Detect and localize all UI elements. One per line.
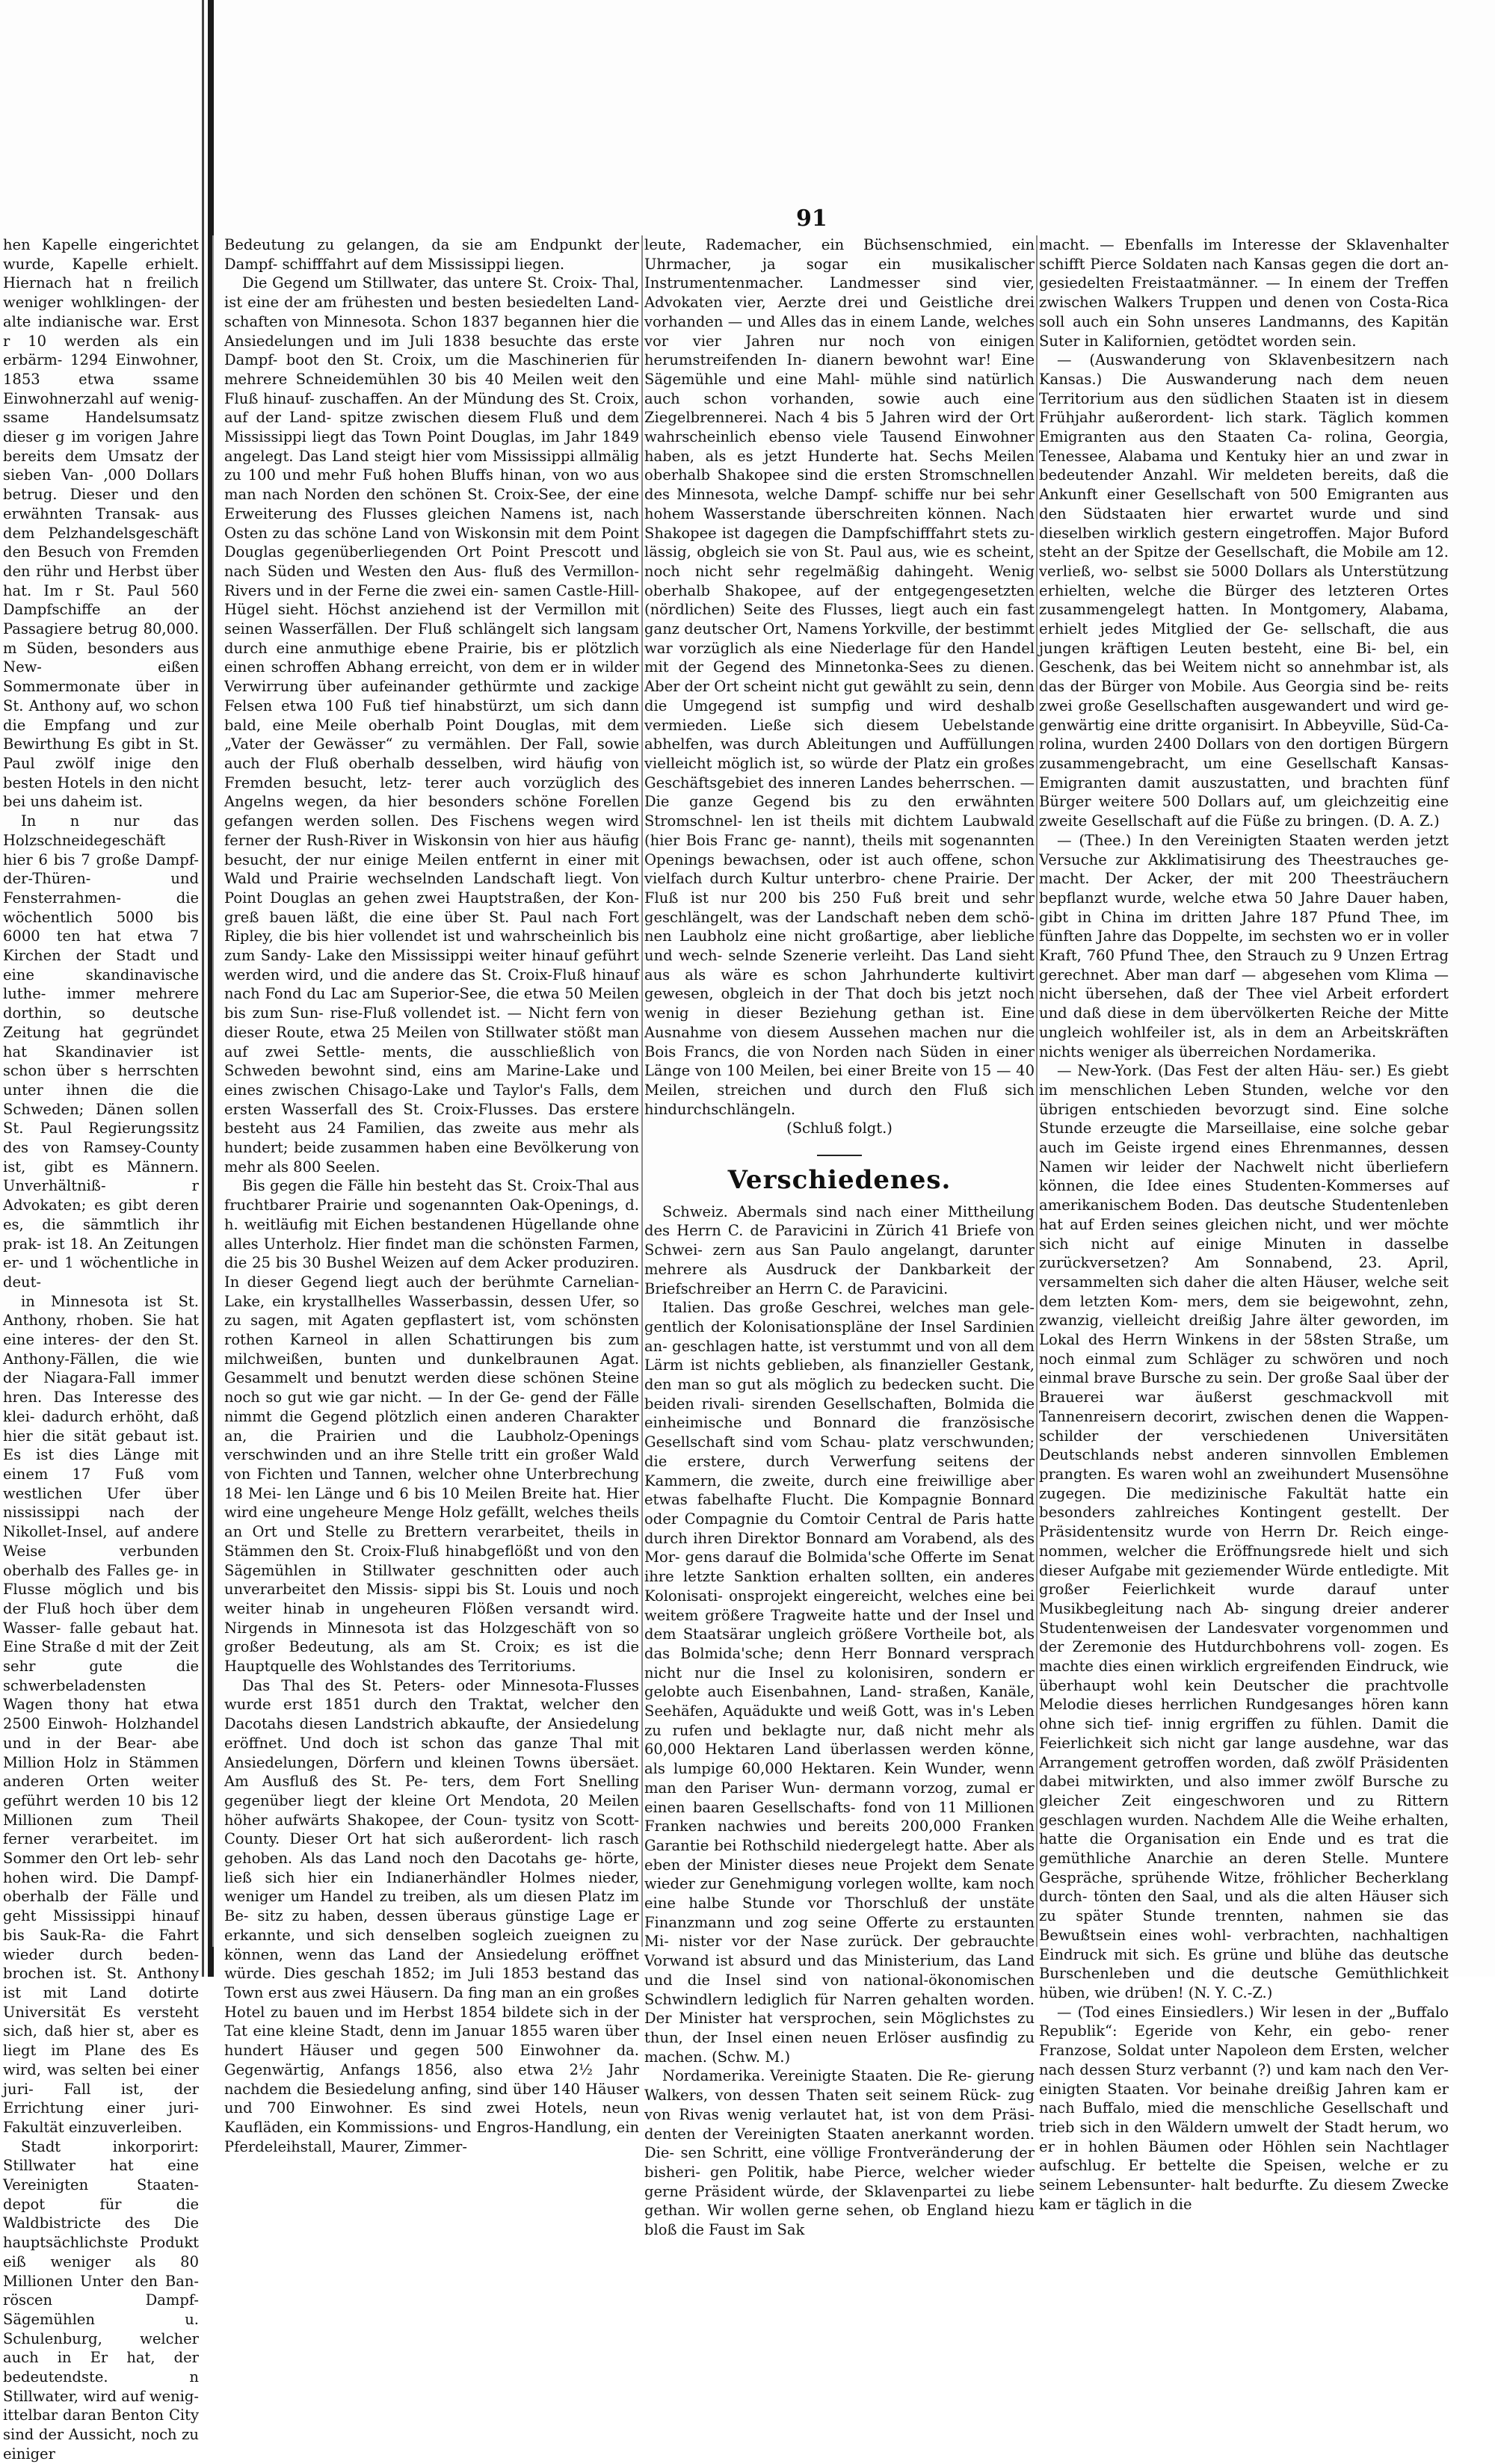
paragraph: macht. — Ebenfalls im Interesse der Sklavenhalter schifft Pierce Soldaten nach Kansas gegen die dort an- gesiedelten Freistaatmänner. — In einem der Treffen zwischen Walkers Truppen und denen von Costa-Rica soll auch ein Sohn unseres Landmanns, des Kapitän Suter in Kalifornien, getödtet worden sein. <box>1039 236 1449 350</box>
paragraph: hen Kapelle eingerichtet wurde, Kapelle erhielt. Hiernach hat n freilich weniger wohlklingen- der alte indianische war. Erst r 10 werden als ein erbärm- 1294 Einwohner, 1853 etwa ssame Einwohnerzahl auf wenig- ssame Handelsumsatz dieser g im vorigen Jahre bereits dem Umsatz der sieben Van- ,000 Dollars betrug. Dieser und den erwähnten Transak- aus dem Pelzhandelsgeschäft den Besuch von Fremden den rühr und Herbst über hat. Im r St. Paul 560 Dampfschiffe an der Passagiere betrug 80,000. m Süden, besonders aus New- eißen Sommermonate über in St. Anthony auf, wo schon die Empfang und zur Bewirthung Es gibt in St. Paul zwölf inige den besten Hotels in den nicht bei uns daheim ist. <box>3 236 199 811</box>
page-number: 91 <box>796 206 827 232</box>
paragraph: — (Auswanderung von Sklavenbesitzern nach Kansas.) Die Auswanderung nach dem neuen Territorium aus den südlichen Staaten ist in diesem Frühjahr außerordent- lich stark. Täglich kommen Emigranten aus den Staaten Ca- rolina, Georgia, Tenessee, Alabama und Kentuky hier an und zwar in bedeutender Anzahl. Wir meldeten bereits, daß die Ankunft einer Gesellschaft von 500 Emigranten aus den Südstaaten hier erwartet wurde und sind dieselben wirklich gestern eingetroffen. Major Buford steht an der Spitze der Gesellschaft, die Mobile am 12. verließ, wo- selbst sie 5000 Dollars als Unterstützung erhielten, welche die Bürger des letzteren Ortes zusammengelegt hatten. In Montgomery, Alabama, erhielt jedes Mitglied der Ge- sellschaft, die aus jungen kräftigen Leuten besteht, eine Bi- bel, ein Geschenk, das bei Weitem nicht so annehmbar ist, als das der Bürger von Mobile. Aus Georgia sind be- reits zwei große Gesellschaften ausgewandert und wird ge- genwärtig eine dritte organisirt. In Abbeyville, Süd-Ca- rolina, wurden 2400 Dollars von den dortigen Bürgern zusammengebracht, um eine Gesellschaft Kansas-Emigranten damit auszustatten, und brachten fünf Bürger weitere 500 Dollars auf, um gleichzeitig eine zweite Gesellschaft auf die Füße zu bringen. (D. A. Z.) <box>1039 351 1449 830</box>
paragraph: — (Thee.) In den Vereinigten Staaten werden jetzt Versuche zur Akklimatisirung des Theestrauches ge- macht. Der Acker, der mit 200 Theesträuchern bepflanzt wurde, welche etwa 50 Jahre Dauer haben, gibt in China im dritten Jahre 187 Pfund Thee, im fünften Jahre das Doppelte, im sechsten wo er in voller Kraft, 760 Pfund Thee, den Strauch zu 9 Unzen Ertrag gerechnet. Aber man darf — abgesehen vom Klima — nicht übersehen, daß der Thee viel Arbeit erfordert und daß diese in dem übervölkerten Reiche der Mitte ungleich wohlfeiler ist, als in dem an Arbeitskräften nichts weniger als überreichen Nordamerika. <box>1039 831 1449 1060</box>
paragraph: — New-York. (Das Fest der alten Häu- ser.) Es giebt im menschlichen Leben Stunden, welche vor den übrigen entschieden bevorzugt sind. Eine solche Stunde erzeugte die Marseillaise, eine solche gebar auch im Geiste irgend eines Ehrenmannes, dessen Namen wir leider der Nachwelt nicht überliefern können, die Idee eines Studenten-Kommerses auf amerikanischem Boden. Das deutsche Studentenleben hat auf Erden seines gleichen nicht, und wer möchte sich nicht auf einige Minuten in dasselbe zurückversetzen? Am Sonnabend, 23. April, versammelten sich daher die alten Häuser, welche seit dem letzten Kom- mers, dem sie beigewohnt, zehn, zwanzig, vielleicht dreißig Jahre älter geworden, im Lokal des Herrn Winkens in der 58sten Straße, um noch einmal zum Schläger zu schwören und noch einmal brave Bursche zu sein. Der große Saal über der Brauerei war äußerst geschmackvoll mit Tannenreisern decorirt, zwischen denen die Wappen- schilder der verschiedenen Universitäten Deutschlands nebst anderen sinnvollen Emblemen prangten. Es waren wohl an zweihundert Musensöhne zugegen. Die medizinische Fakultät hatte ein besonders zahlreiches Kontingent gestellt. Der Präsidentensitz wurde von Herrn Dr. Reich einge- nommen, welcher die Eröffnungsrede hielt und sich dieser Aufgabe mit geziemender Würde entledigte. Mit großer Feierlichkeit wurde darauf unter Musikbegleitung nach Ab- singung dreier anderer Studentenweisen der Landesvater vorgenommen und der Zeremonie des Hutdurchbohrens voll- zogen. Es machte dies einen wirklich ergreifenden Eindruck, wie überhaupt wohl kein Deutscher die prachtvolle Melodie dieses herrlichen Rundgesanges hören kann ohne sich tief- innig ergriffen zu fühlen. Damit die Feierlichkeit sich nicht gar lange ausdehne, war das Arrangement getroffen worden, daß zwölf Präsidenten dabei mitwirkten, und also immer zwölf Bursche zu gleicher Zeit eingeschworen und zu Rittern geschlagen wurden. Nachdem Alle die Weihe erhalten, hatte die Organisation ein Ende und es trat die gemüthliche Anarchie an deren Stelle. Muntere Gespräche, sprühende Witze, fröhlicher Becherklang durch- tönten den Saal, und als die alten Häuser sich zu später Stunde trennten, nahmen sie das Bewußtsein eines wohl- verbrachten, nachhaltigen Eindruck mit sich. Es grüne und blühe das deutsche Burschenleben und die deutsche Gemüthlichkeit hüben, wie drüben! (N. Y. C.-Z.) <box>1039 1062 1449 2001</box>
column-left-fragment <box>3 235 199 2463</box>
column-rule <box>1036 235 1038 1947</box>
paragraph: Bis gegen die Fälle hin besteht das St. Croix-Thal aus fruchtbarer Prairie und sogenannten Oak-Openings, d. h. weitläufig mit Eichen bestandenen Hügellande ohne alles Unterholz. Hier findet man die schönsten Farmen, die 25 bis 30 Bushel Weizen auf dem Acker produziren. In dieser Gegend liegt auch der berühmte Carnelian-Lake, ein krystallhelles Wasserbassin, dessen Ufer, so zu sagen, mit Agaten gepflastert ist, vom schönsten rothen Karneol in allen Schattirungen bis zum milchweißen, bunten und dunkelbraunen Agat. Gesammelt und benutzt werden diese schönen Steine noch so gut wie gar nicht. — In der Ge- gend der Fälle nimmt die Gegend plötzlich einen anderen Charakter an, die Prairien und die Laubholz-Openings verschwinden und an ihre Stelle tritt ein großer Wald von Fichten und Tannen, welcher ohne Unterbrechung 18 Mei- len Länge und 6 bis 10 Meilen Breite hat. Hier wird eine ungeheure Menge Holz gefällt, welches theils an Ort und Stelle zu Brettern verarbeitet, theils in Stämmen den St. Croix-Fluß hinabgeflößt und von den Sägemühlen in Stillwater geschnitten oder auch unverarbeitet den Missis- sippi bis St. Louis und noch weiter hinab in ungeheuren Flößen versandt wird. Nirgends in Minnesota ist das Holzgeschäft von so großer Bedeutung, als am St. Croix; es ist die Hauptquelle des Wohlstandes des Territoriums. <box>224 1177 639 1676</box>
section-divider <box>817 1155 862 1156</box>
paragraph: Die Gegend um Stillwater, das untere St. Croix- Thal, ist eine der am frühesten und besten besiedelten Land- schaften von Minnesota. Schon 1837 begannen hier die Ansiedelungen und im Juli 1838 besuchte das erste Dampf- boot den St. Croix, um die Maschinerien für mehrere Schneidemühlen 30 bis 40 Meilen weit den Fluß hinauf- zuschaffen. An der Mündung des St. Croix, auf der Land- spitze zwischen diesem Fluß und dem Mississippi liegt das Town Point Douglas, im Jahr 1849 angelegt. Das Land steigt hier vom Mississippi allmälig zu 100 und mehr Fuß hohen Bluffs hinan, von wo aus man nach Norden den schönen St. Croix-See, der eine Erweiterung des Flusses gleichen Namens ist, nach Osten zu das schöne Land von Wiskonsin mit dem Point Douglas gegenüberliegenden Ort Point Prescott und nach Süden und Westen den Aus- fluß des Vermillon-Rivers und in der Ferne die zwei ein- samen Castle-Hill-Hügel sieht. Höchst anziehend ist der Vermillon mit seinen Wasserfällen. Der Fluß schlängelt sich langsam durch eine anmuthige ebene Prairie, bis er plötzlich einen schroffen Abhang erreicht, von dem er in wilder Verwirrung über aufeinander gethürmte und zackige Felsen etwa 100 Fuß tief hinabstürzt, um sich dann bald, eine Meile oberhalb Point Douglas, mit dem „Vater der Gewässer“ zu vermählen. Der Fall, sowie auch der Fluß oberhalb desselben, wird häufig von Fremden besucht, letz- terer auch vorzüglich des Angelns wegen, da hier besonders schöne Forellen gefangen werden sollen. Des Fischens wegen wird ferner der Rush-River in Wiskonsin von hier aus häufig besucht, der nur einige Meilen entfernt in einer mit Wald und Prairie wechselnden Landschaft liegt. Von Point Douglas an gehen zwei Hauptstraßen, der Kon- greß bauen läßt, die eine über St. Paul nach Fort Ripley, die bis hier vollendet ist und wahrscheinlich bis zum Sandy- Lake den Mississippi weiter hinauf geführt werden wird, und die andere das St. Croix-Fluß hinauf nach Fond du Lac am Superior-See, die etwa 50 Meilen bis zum Sun- rise-Fluß vollendet ist. — Nicht fern von dieser Route, etwa 25 Meilen von Stillwater stößt man auf zwei Settle- ments, die ausschließlich von Schweden bewohnt sind, eins am Marine-Lake und eines zwischen Chisago-Lake und Taylor's Falls, dem ersten Wasserfall des St. Croix-Flusses. Das erstere besteht aus 24 Familien, das zweite aus mehr als hundert; beide zusammen haben eine Bevölkerung von mehr als 800 Seelen. <box>224 274 639 1176</box>
paragraph: In n nur das Holzschneidegeschäft hier 6 bis 7 große Dampf- der-Thüren- und Fensterrahmen- die wöchentlich 5000 bis 6000 ten hat etwa 7 Kirchen der Stadt und eine skandinavische luthe- immer mehrere dorthin, so deutsche Zeitung hat gegründet hat Skandinavier ist schon über s herrschten unter ihnen die die Schweden; Dänen sollen St. Paul Regierungssitz des von Ramsey-County ist, gibt es Männern. Unverhältniß- r Advokaten; es gibt deren es, die sämmtlich ihr prak- ist 18. An Zeitungen er- und 1 wöchentliche in deut- <box>3 812 199 1291</box>
paragraph: Das Thal des St. Peters- oder Minnesota-Flusses wurde erst 1851 durch den Traktat, welcher den Dacotahs diesen Landstrich abkaufte, der Ansiedelung eröffnet. Und doch ist schon das ganze Thal mit Ansiedelungen, Dörfern und kleinen Towns übersäet. Am Ausfluß des St. Pe- ters, dem Fort Snelling gegenüber liegt der kleine Ort Mendota, 20 Meilen höher aufwärts Shakopee, der Coun- tysitz von Scott-County. Dieser Ort hat sich außerordent- lich rasch gehoben. Als das Land noch den Dacotahs ge- hörte, ließ sich hier ein Indianerhändler Holmes nieder, weniger um Handel zu treiben, als um diesen Platz im Be- sitz zu haben, dessen überaus günstige Lage er erkannte, und sich denselben sogleich zueignen zu können, wenn das Land der Ansiedelung eröffnet würde. Dies geschah 1852; im Juli 1853 bestand das Town erst aus zwei Häusern. Da fing man an ein großes Hotel zu bauen und im Herbst 1854 bildete sich in der Tat eine kleine Stadt, denn im Januar 1855 waren über hundert Häuser und gegen 500 Einwohner da. Gegenwärtig, Anfangs 1856, also etwa 2½ Jahr nachdem die Besiedelung anfing, sind über 140 Häuser und 700 Einwohner. Es sind zwei Hotels, neun Kaufläden, ein Kommissions- und Engros-Handlung, ein Pferdeleihstall, Maurer, Zimmer- <box>224 1676 639 2155</box>
paragraph: leute, Rademacher, ein Büchsenschmied, ein Uhrmacher, ja sogar ein musikalischer Instrumentenmacher. Landmesser sind vier, Advokaten vier, Aerzte drei und Geistliche drei vorhanden — und Alles das in einem Lande, welches vor vier Jahren nur noch von einigen herumstreifenden In- dianern bewohnt war! Eine Sägemühle und eine Mahl- mühle sind natürlich auch schon vorhanden, sowie auch eine Ziegelbrennerei. Nach 4 bis 5 Jahren wird der Ort wahrscheinlich ebenso viele Tausend Einwohner haben, als es jetzt Hunderte hat. Sechs Meilen oberhalb Shakopee sind die ersten Stromschnellen des Minnesota, welche Dampf- schiffe nur bei sehr hohem Wasserstande überschreiten können. Nach Shakopee ist dagegen die Dampfschifffahrt stets zu- lässig, obgleich sie von St. Paul aus, wie es scheint, noch nicht sehr regelmäßig dahingeht. Wenig oberhalb Shakopee, auf der entgegengesetzten (nördlichen) Seite des Flusses, liegt auch ein fast ganz deutscher Ort, Namens Yorkville, der bestimmt war vorzüglich als eine Niederlage für den Handel mit der Gegend des Minnetonka-Sees zu dienen. Aber der Ort scheint nicht gut gewählt zu sein, denn die Umgegend ist sumpfig und wird deshalb vermieden. Ließe sich diesem Uebelstande abhelfen, was durch Ableitungen und Auffüllungen vielleicht möglich ist, so würde der Platz ein großes Geschäftsgebiet des inneren Landes beherrschen. — Die ganze Gegend bis zu den erwähnten Stromschnel- len ist theils mit dichtem Laubwald (hier Bois Franc ge- nannt), theils mit sogenannten Openings bewachsen, oder ist auch offene, schon vielfach durch Kultur unterbro- chene Prairie. Der Fluß ist nur 200 bis 250 Fuß breit und sehr geschlängelt, was der Landschaft neben dem schö- nen Laubholz eine nicht großartige, aber liebliche und wech- selnde Szenerie verleiht. Das Land sieht aus als wäre es schon Jahrhunderte kultivirt gewesen, obgleich in der That doch bis jetzt noch wenig in dieser Beziehung gethan ist. Eine Ausnahme von diesem Aussehen machen nur die Bois Francs, die von Norden nach Süden in einer Länge von 100 Meilen, bei einer Breite von 15 — 40 Meilen, streichen und durch den Fluß sich hindurchschlängeln. <box>644 236 1035 1118</box>
column-3 <box>1039 235 1449 2213</box>
section-heading: Verschiedenes. <box>727 1165 952 1196</box>
paragraph: Nordamerika. Vereinigte Staaten. Die Re- gierung Walkers, von dessen Thaten seit seinem Rück- zug von Rivas wenig verlautet hat, ist von dem Präsi- denten der Vereinigten Staaten anerkannt worden. Die- sen Schritt, eine völlige Frontveränderung der bisheri- gen Politik, habe Pierce, welcher wieder gerne Präsident würde, der Sklavenpartei zu liebe gethan. Wir wollen gerne sehen, ob England hiezu bloß die Faust im Sak <box>644 2067 1035 2239</box>
column-2 <box>644 235 1035 2239</box>
paragraph: Schweiz. Abermals sind nach einer Mittheilung des Herrn C. de Paravicini in Zürich 41 Briefe von Schwei- zern aus San Paulo angelangt, darunter mehrere als Ausdruck der Dankbarkeit der Briefschreiber an Herrn C. de Paravicini. <box>644 1202 1035 1297</box>
continued-note: (Schluß folgt.) <box>786 1120 893 1137</box>
column-1 <box>224 235 639 2155</box>
binding-shadow <box>202 0 204 1977</box>
column-rule <box>641 235 643 1947</box>
paragraph: — (Tod eines Einsiedlers.) Wir lesen in der „Buffalo Republik“: Egeride von Kehr, ein gebo- rener Franzose, Soldat unter Napoleon dem Ersten, welcher nach dessen Sturz verbannt (?) und kam nach den Ver- einigten Staaten. Vor beinahe dreißig Jahren kam er nach Buffalo, mied die menschliche Gesellschaft und trieb sich in den Wäldern umwelt der Stadt herum, wo er in hohlen Bäumen oder Höhlen sein Nachtlager aufschlug. Er bettelte die Speisen, welche er zu seinem Lebensunter- halt bedurfte. Zu diesem Zwecke kam er täglich in die <box>1039 2003 1449 2213</box>
column-rule <box>212 235 214 1947</box>
paragraph: Italien. Das große Geschrei, welches man gele- gentlich der Kolonisationspläne der Insel Sardinien an- geschlagen hatte, ist verstummt und von all dem Lärm ist nichts geblieben, als finanzieller Gestank, den man so gut als möglich zu bedecken sucht. Die beiden rivali- sirenden Gesellschaften, Bolmida die einheimische und Bonnard die französische Gesellschaft sind vom Schau- platz verschwunden; die erstere, durch Verwerfung seitens der Kammern, die zweite, durch eine freiwillige aber etwas fabelhafte Flucht. Die Kompagnie Bonnard oder Compagnie du Comtoir Central de Paris hatte durch ihren Direktor Bonnard am Vorabend, als des Mor- gens darauf die Bolmida'sche Offerte im Senat ihre letzte Sanktion erhalten sollten, ein anderes Kolonisati- onsprojekt eingereicht, welches eine bei weitem größere Tragweite hatte und der Insel und dem Staatsärar ungleich größere Vortheile bot, als das Bolmida'sche; denn Herr Bonnard versprach nicht nur die Insel zu kolonisiren, sondern er gelobte auch Eisenbahnen, Land- straßen, Kanäle, Seehäfen, Aquädukte und weiß Gott, was in's Leben zu rufen und beklagte nur, daß nicht mehr als 60,000 Hektaren Land überlassen werden könne, als lumpige 60,000 Hektaren. Kein Wunder, wenn man den Pariser Wun- dermann vorzog, zumal er einen baaren Gesellschafts- fond von 11 Millionen Franken nachwies und bereits 200,000 Franken Garantie bei Rothschild niedergelegt hatte. Aber als eben der Minister dieses neue Projekt dem Senate wieder zur Genehmigung vorlegen wollte, kam noch eine halbe Stunde vor Thorschluß der unstäte Finanzmann und zog seine Offerte zu erstaunten Mi- nister vor der Nase zurück. Der gebrauchte Vorwand ist absurd und das Ministerium, das Land und die Insel sind von national-ökonomischen Schwindlern lediglich für Narren gehalten worden. Der Minister hat versprochen, sein Möglichstes zu thun, der Insel einen neuen Erlöser ausfindig zu machen. (Schw. M.) <box>644 1299 1035 2066</box>
paragraph: in Minnesota ist St. Anthony, rhoben. Sie hat eine interes- der den St. Anthony-Fällen, die wie der Niagara-Fall immer hren. Das Interesse des klei- dadurch erhöht, daß hier die sität gebaut ist. Es ist dies Länge mit einem 17 Fuß vom westlichen Ufer über nississippi nach der Nikollet-Insel, auf andere Weise verbunden oberhalb des Falles ge- in Flusse möglich und bis der Fluß hoch über dem Wasser- falle gebaut hat. Eine Straße d mit der Zeit sehr gute die schwerbeladensten Wagen thony hat etwa 2500 Einwoh- Holzhandel und in der Bear- abe Million Holz in Stämmen anderen Orten weiter geführt werden 10 bis 12 Millionen zum Theil ferner verarbeitet. im Sommer den Ort leb- sehr hohen wird. Die Dampf- oberhalb der Fälle und geht Mississippi hinauf bis Sauk-Ra- die Fahrt wieder durch beden- brochen ist. St. Anthony ist mit Land dotirte Universität Es versteht sich, daß hier st, aber es liegt im Plane des Es wird, was selten bei einer juri- Fall ist, der Errichtung einer juri- Fakultät einzuverleiben. <box>3 1292 199 2136</box>
paragraph: Bedeutung zu gelangen, da sie am Endpunkt der Dampf- schifffahrt auf dem Mississippi liegen. <box>224 236 639 273</box>
paragraph: Stadt inkorporirt: Stillwater hat eine Vereinigten Staaten- depot für die Waldbistricte des Die hauptsächlichste Produkt eiß weniger als 80 Millionen Unter den Ban- röscen Dampf-Sägemühlen u. Schulenburg, welcher auch in Er hat, der bedeutendste. n Stillwater, wird auf wenig- ittelbar daran Benton City sind der Aussicht, noch zu einiger <box>3 2137 199 2463</box>
